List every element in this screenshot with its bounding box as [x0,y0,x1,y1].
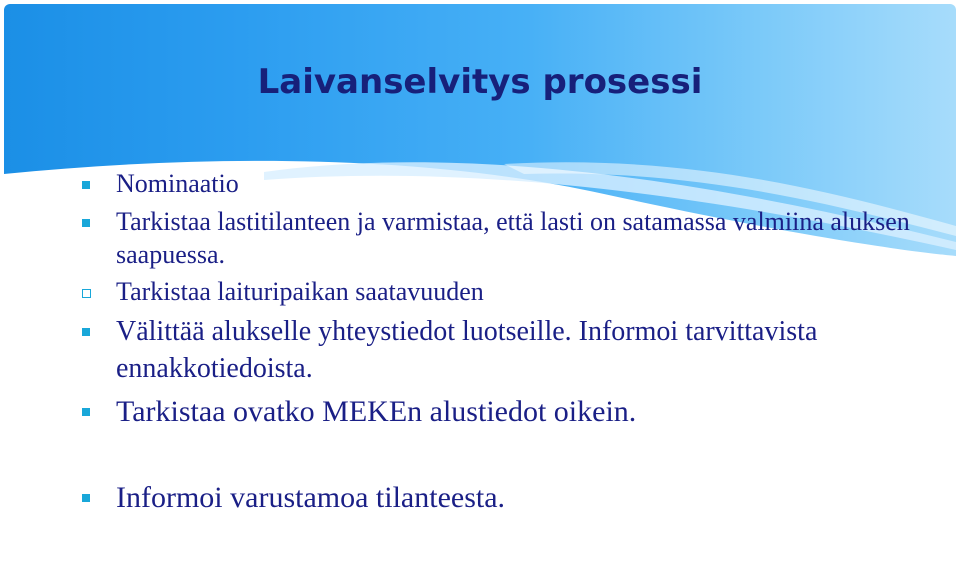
bullet-text: Nominaatio [116,169,239,198]
bullet-text: Välittää alukselle yhteystiedot luotseille. Informoi tarvittavista ennakkotiedoista. [116,316,818,384]
list-item [82,205,942,271]
list-item [82,479,942,517]
square-bullet-icon [82,289,91,298]
list-item [82,167,942,201]
bullet-text: Informoi varustamoa tilanteesta. [116,481,506,514]
square-bullet-icon [82,494,90,502]
square-bullet-icon [82,181,90,189]
list-item [82,313,942,387]
list-item [82,275,942,309]
square-bullet-icon [82,219,90,227]
bullet-text: Tarkistaa ovatko MEKEn alustiedot oikein. [116,395,637,428]
square-bullet-icon [82,328,90,336]
bullet-text: Tarkistaa laituripaikan saatavuuden [116,277,484,306]
square-bullet-icon [82,408,90,416]
list-item [82,393,942,431]
bullet-list [82,167,942,517]
bullet-text: Tarkistaa lastitilanteen ja varmistaa, että lasti on satamassa valmiina aluksen saapuessa. [116,207,910,269]
slide-title: Laivanselvitys prosessi [257,62,703,102]
